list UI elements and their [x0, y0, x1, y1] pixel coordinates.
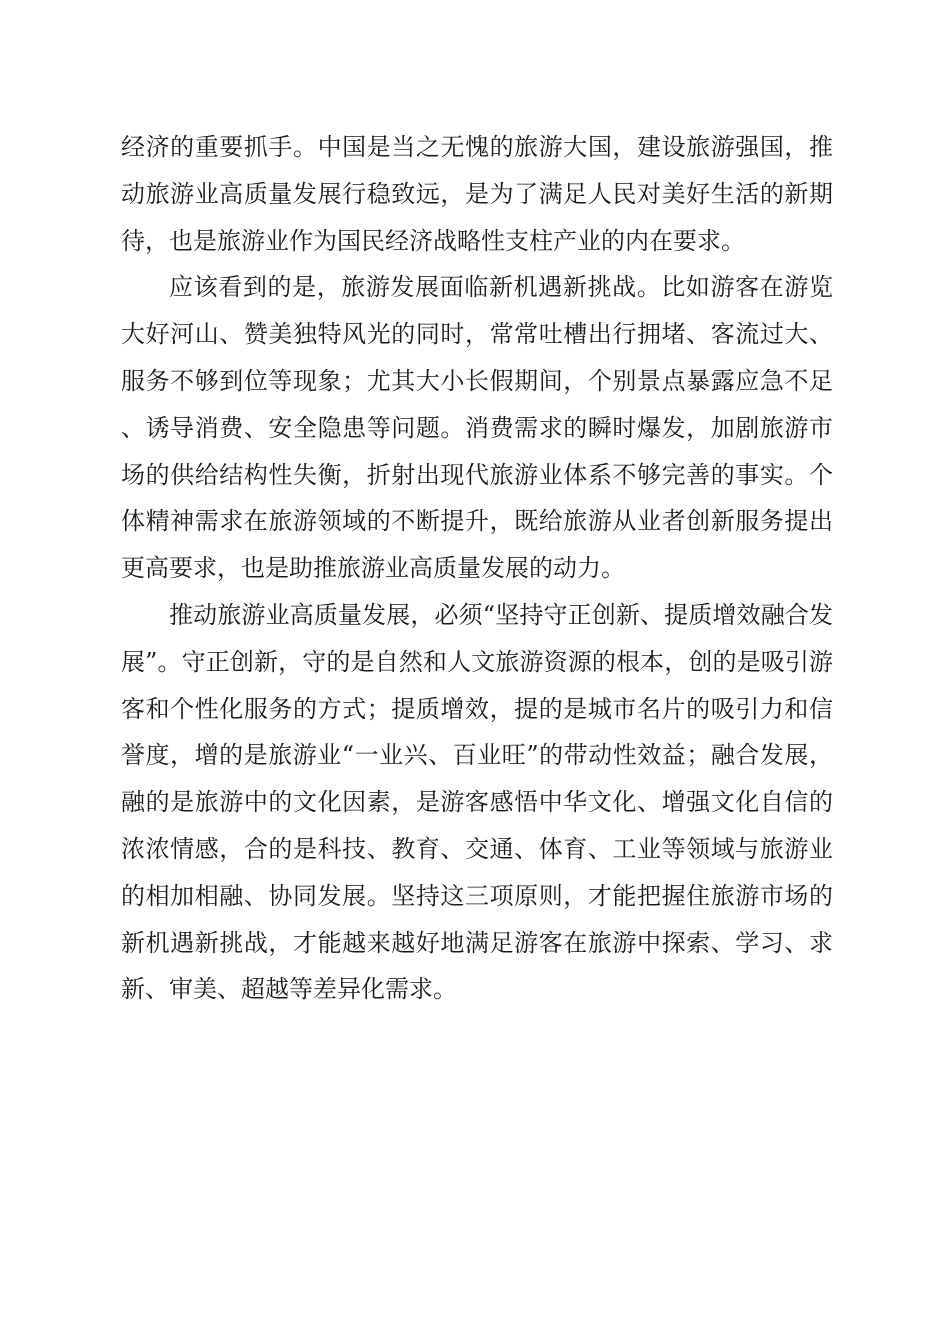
- article-body: [121, 124, 833, 1013]
- paragraph-challenges: 应该看到的是，旅游发展面临新机遇新挑战。比如游客在游览大好河山、赞美独特风光的同时，常常吐槽出行拥堵、客流过大、服务不够到位等现象；尤其大小长假期间，个别景点暴露应急不足、诱导消费、安全隐患等问题。消费需求的瞬时爆发，加剧旅游市场的供给结构性失衡，折射出现代旅游业体系不够完善的事实。个体精神需求在旅游领域的不断提升，既给旅游从业者创新服务提出更高要求，也是助推旅游业高质量发展的动力。: [121, 273, 833, 583]
- paragraph-principles: 推动旅游业高质量发展，必须“坚持守正创新、提质增效融合发展”。守正创新，守的是自然和人文旅游资源的根本，创的是吸引游客和个性化服务的方式；提质增效，提的是城市名片的吸引力和信誉度，增的是旅游业“一业兴、百业旺”的带动性效益；融合发展，融的是旅游中的文化因素，是游客感悟中华文化、增强文化自信的浓浓情感，合的是科技、教育、交通、体育、工业等领域与旅游业的相加相融、协同发展。坚持这三项原则，才能把握住旅游市场的新机遇新挑战，才能越来越好地满足游客在旅游中探索、学习、求新、审美、超越等差异化需求。: [121, 600, 833, 1004]
- paragraph-continuation: 经济的重要抓手。中国是当之无愧的旅游大国，建设旅游强国，推动旅游业高质量发展行稳致远，是为了满足人民对美好生活的新期待，也是旅游业作为国民经济战略性支柱产业的内在要求。: [121, 133, 833, 255]
